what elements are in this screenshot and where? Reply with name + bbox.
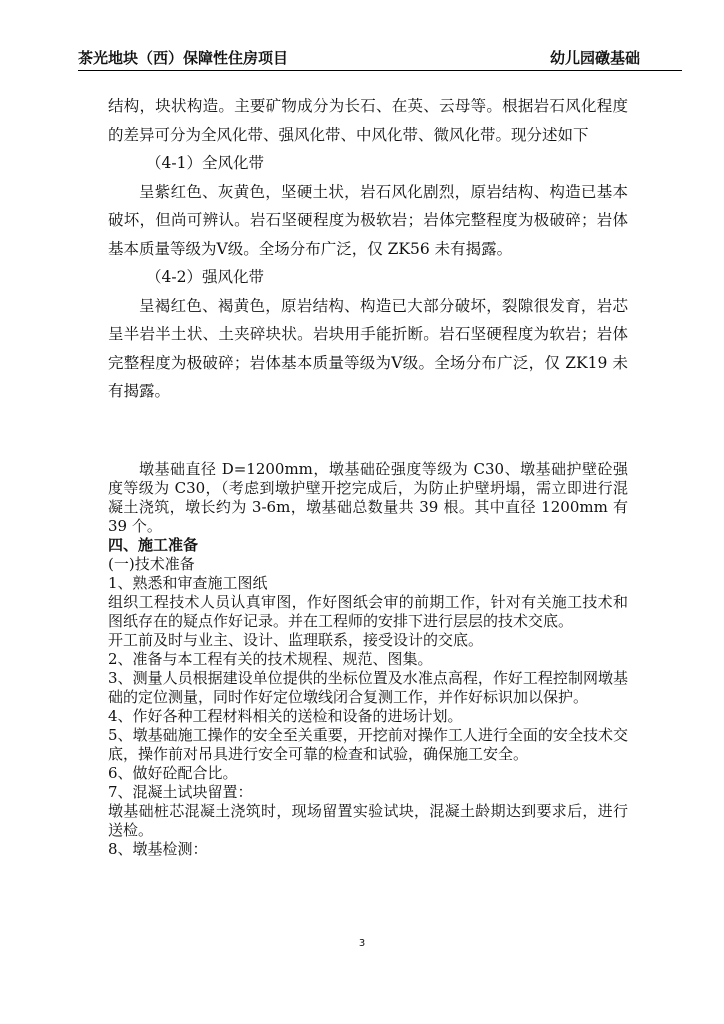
- list-item: 7、混凝土试块留置：: [108, 783, 253, 801]
- page-header: [78, 48, 682, 71]
- body-upper: [108, 92, 628, 406]
- paragraph: 墩基础直径 D=1200mm，墩基础砼强度等级为 C30、墩基础护壁砼强度等级为 C30，（考虑到墩护壁开挖完成后，为防止护壁坍塌，需立即进行混凝土浇筑，墩长约为 3-6m，墩基础总数量共 39 根。其中直径 1200mm 有 39 个。: [108, 460, 628, 535]
- paragraph: 开工前及时与业主、设计、监理联系，接受设计的交底。: [108, 631, 484, 649]
- paragraph: 结构，块状构造。主要矿物成分为长石、在英、云母等。根据岩石风化程度的差异可分为全风化带、强风化带、中风化带、微风化带。现分述如下: [108, 97, 628, 144]
- paragraph: 墩基础桩芯混凝土浇筑时，现场留置实验试块，混凝土龄期达到要求后，进行送检。: [108, 802, 628, 839]
- paragraph: 呈紫红色、灰黄色，坚硬土状，岩石风化剧烈，原岩结构、构造已基本破坏，但尚可辨认。岩石坚硬程度为极软岩；岩体完整程度为极破碎；岩体基本质量等级为Ⅴ级。全场分布广泛，仅 ZK56 未有揭露。: [108, 182, 628, 258]
- list-item: 8、墩基检测：: [108, 840, 208, 858]
- list-item: 1、熟悉和审查施工图纸: [108, 574, 268, 592]
- list-item: 2、准备与本工程有关的技术规程、规范、图集。: [108, 650, 433, 668]
- page-number: 3: [358, 938, 366, 949]
- body-lower: [108, 460, 628, 859]
- paragraph: 呈褐红色、褐黄色，原岩结构、构造已大部分破坏，裂隙很发育，岩芯呈半岩半土状、土夹碎块状。岩块用手能折断。岩石坚硬程度为软岩；岩体完整程度为极破碎；岩体基本质量等级为Ⅴ级。全场分布广泛，仅 ZK19 未有揭露。: [108, 296, 628, 400]
- section-title: 幼儿园礅基础: [549, 49, 640, 67]
- subsection-heading: (一)技术准备: [108, 555, 195, 573]
- project-title: 茶光地块（西）保障性住房项目: [78, 49, 289, 67]
- subheading-4-2: （4-2）强风化带: [146, 268, 264, 286]
- list-item: 6、做好砼配合比。: [108, 764, 238, 782]
- list-item: 3、测量人员根据建设单位提供的坐标位置及水准点高程，作好工程控制网墩基础的定位测量，同时作好定位墩线闭合复测工作，并作好标识加以保护。: [108, 669, 628, 706]
- section-heading: 四、施工准备: [108, 536, 199, 554]
- paragraph: 组织工程技术人员认真审图，作好图纸会审的前期工作，针对有关施工技术和图纸存在的疑点作好记录。并在工程师的安排下进行层层的技术交底。: [108, 593, 628, 630]
- list-item: 5、墩基础施工操作的安全至关重要，开挖前对操作工人进行全面的安全技术交底，操作前对吊具进行安全可靠的检查和试验，确保施工安全。: [108, 726, 628, 763]
- subheading-4-1: （4-1）全风化带: [146, 154, 264, 172]
- list-item: 4、作好各种工程材料相关的送检和设备的进场计划。: [108, 707, 463, 725]
